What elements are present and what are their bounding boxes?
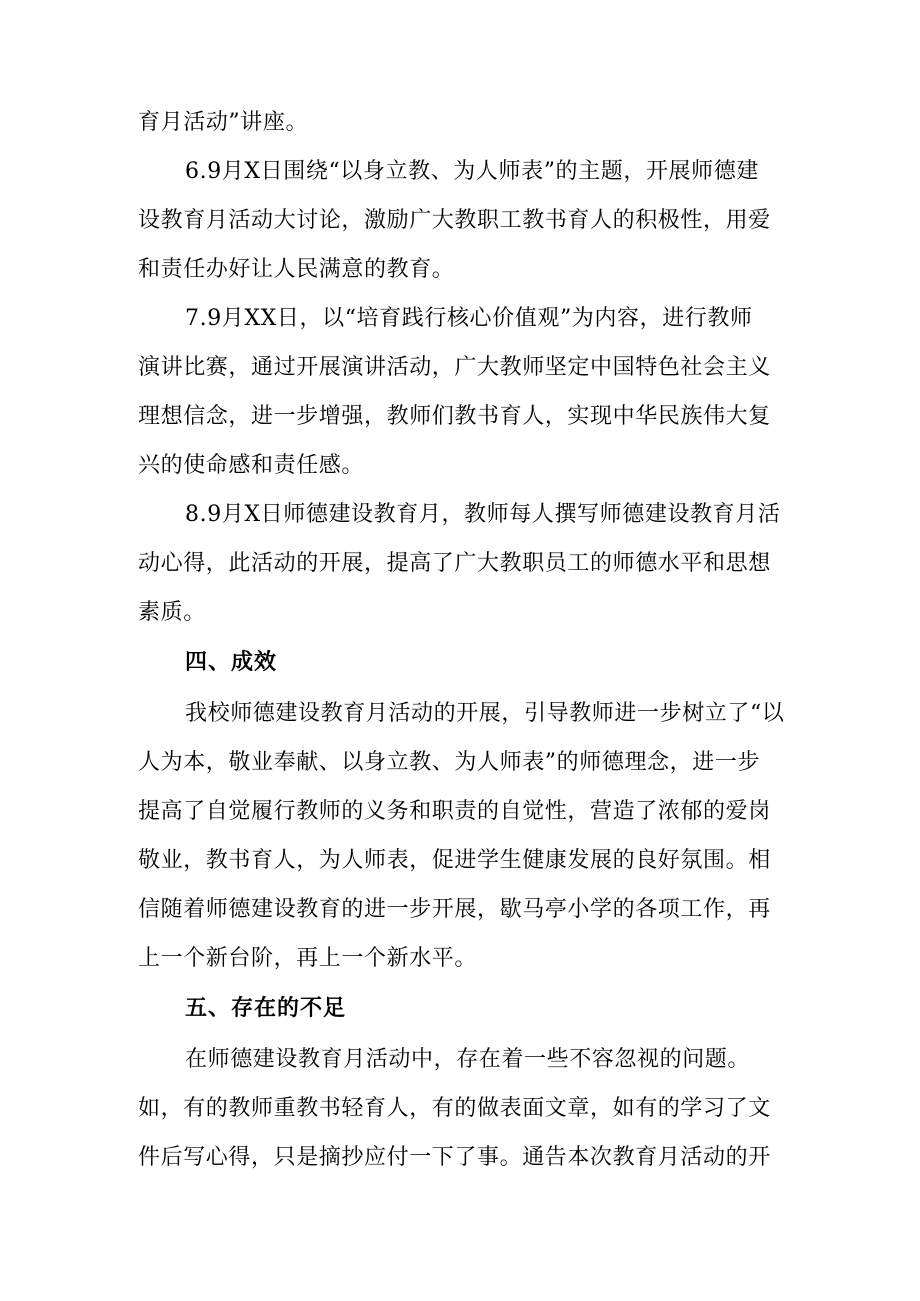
text-line: 设教育月活动大讨论，激励广大教职工教书育人的积极性，用爱 [138,208,771,233]
text-line: 7.9月XX日，以“培育践行核心价值观”为内容，进行教师 [185,306,753,331]
text-line: 动心得，此活动的开展，提高了广大教职员工的师德水平和思想 [138,551,771,576]
text-line: 敬业，教书育人，为人师表，促进学生健康发展的良好氛围。相 [138,848,771,873]
text-line: 在师德建设教育月活动中，存在着一些不容忽视的问题。 [185,1047,751,1072]
text-line: 育月活动”讲座。 [138,110,309,135]
text-line: 我校师德建设教育月活动的开展，引导教师进一步树立了“以 [185,701,785,726]
text-line: 和责任办好让人民满意的教育。 [138,257,455,282]
section-heading-shortcomings: 五、存在的不足 [185,996,347,1021]
text-line: 理想信念，进一步增强，教师们教书育人，实现中华民族伟大复 [138,404,771,429]
body-text-top [138,98,800,637]
text-line: 人为本，敬业奉献、以身立教、为人师表”的师德理念，进一步 [138,750,761,775]
text-line: 如，有的教师重教书轻育人，有的做表面文章，如有的学习了文 [138,1096,771,1121]
text-line: 6.9月X日围绕“以身立教、为人师表”的主题，开展师德建 [185,159,759,184]
section-results-text [138,689,800,983]
section-heading-results: 四、成效 [185,650,278,675]
text-line: 提高了自觉履行教师的义务和职责的自觉性，营造了浓郁的爱岗 [138,799,771,824]
text-line: 素质。 [138,600,206,625]
text-line: 上一个新台阶，再上一个新水平。 [138,946,478,971]
text-line: 兴的使命感和责任感。 [138,453,365,478]
text-line: 演讲比赛，通过开展演讲活动，广大教师坚定中国特色社会主义 [138,355,771,380]
text-line: 8.9月X日师德建设教育月，教师每人撰写师德建设教育月活 [185,502,781,527]
text-line: 件后写心得，只是摘抄应付一下了事。通告本次教育月活动的开 [138,1145,771,1170]
text-line: 信随着师德建设教育的进一步开展，歇马亭小学的各项工作，再 [138,897,771,922]
section-shortcomings-text [138,1035,800,1182]
